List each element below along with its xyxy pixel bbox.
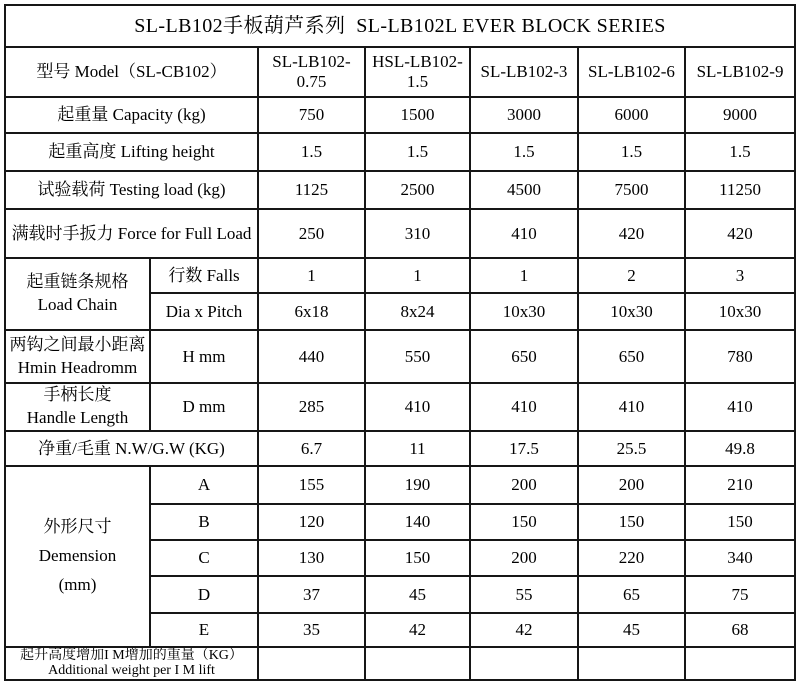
sub-label-dim-c: C: [150, 540, 258, 576]
table-row: [5, 431, 795, 466]
value-cell: 37: [258, 576, 365, 613]
column-header: SL-LB102-9: [685, 47, 795, 97]
row-label-net-gross-weight: 净重/毛重 N.W/G.W (KG): [5, 431, 258, 466]
value-cell: 8x24: [365, 293, 470, 330]
value-cell: 10x30: [470, 293, 578, 330]
value-cell: 75: [685, 576, 795, 613]
value-cell: 200: [470, 540, 578, 576]
value-cell: 150: [365, 540, 470, 576]
value-cell: 780: [685, 330, 795, 383]
table-row: [5, 5, 795, 47]
value-cell: 45: [365, 576, 470, 613]
value-cell: 25.5: [578, 431, 685, 466]
table-title: SL-LB102手板葫芦系列 SL-LB102L EVER BLOCK SERIES: [5, 5, 795, 47]
sub-label-dim-d: D: [150, 576, 258, 613]
value-cell: 210: [685, 466, 795, 504]
value-cell: 1.5: [578, 133, 685, 171]
column-header: SL-LB102-3: [470, 47, 578, 97]
value-cell: 650: [578, 330, 685, 383]
table-row: [5, 97, 795, 133]
value-cell: 35: [258, 613, 365, 647]
table-row: [5, 258, 795, 293]
row-label-handle-length-zh: 手柄长度: [43, 385, 112, 404]
row-label-headroom: [5, 330, 150, 383]
value-cell: 220: [578, 540, 685, 576]
value-cell: 200: [578, 466, 685, 504]
row-label-handle-length: [5, 383, 150, 431]
sub-label-falls: 行数 Falls: [150, 258, 258, 293]
value-cell: 250: [258, 209, 365, 258]
row-label-handle-length-en: Handle Length: [26, 407, 129, 427]
value-cell: 7500: [578, 171, 685, 209]
table-row: [5, 171, 795, 209]
row-label-lifting-height: 起重高度 Lifting height: [5, 133, 258, 171]
value-cell: 140: [365, 504, 470, 540]
value-cell-empty: [578, 647, 685, 680]
value-cell: 130: [258, 540, 365, 576]
value-cell: 10x30: [685, 293, 795, 330]
value-cell: 420: [578, 209, 685, 258]
row-label-additional-weight-zh: 起升高度增加I M增加的重量（KG）: [20, 648, 243, 664]
value-cell: 410: [365, 383, 470, 431]
value-cell: 200: [470, 466, 578, 504]
row-label-headroom-zh: 两钩之间最小距离: [9, 334, 146, 354]
value-cell: 42: [365, 613, 470, 647]
table-row: [5, 647, 795, 680]
value-cell: 11: [365, 431, 470, 466]
row-label-testing-load: 试验载荷 Testing load (kg): [5, 171, 258, 209]
row-label-full-load-force: 满载时手扳力 Force for Full Load: [5, 209, 258, 258]
value-cell: 55: [470, 576, 578, 613]
value-cell: 1.5: [258, 133, 365, 171]
table-row: [5, 330, 795, 383]
table-row: [5, 209, 795, 258]
value-cell: 285: [258, 383, 365, 431]
table-row: [5, 133, 795, 171]
value-cell: 65: [578, 576, 685, 613]
row-label-load-chain: [5, 258, 150, 330]
sub-label-dim-b: B: [150, 504, 258, 540]
value-cell: 410: [470, 383, 578, 431]
value-cell: 190: [365, 466, 470, 504]
value-cell-empty: [365, 647, 470, 680]
value-cell: 4500: [470, 171, 578, 209]
value-cell: 45: [578, 613, 685, 647]
value-cell: 420: [685, 209, 795, 258]
value-cell: 1.5: [685, 133, 795, 171]
value-cell: 2500: [365, 171, 470, 209]
sub-label-dim-a: A: [150, 466, 258, 504]
value-cell: 42: [470, 613, 578, 647]
row-label-headroom-en: Hmin Headromm: [17, 357, 138, 377]
value-cell: 1125: [258, 171, 365, 209]
value-cell: 3000: [470, 97, 578, 133]
value-cell: 155: [258, 466, 365, 504]
value-cell: 120: [258, 504, 365, 540]
row-label-dimension: [5, 466, 150, 647]
value-cell: 2: [578, 258, 685, 293]
value-cell: 1.5: [365, 133, 470, 171]
value-cell: 150: [578, 504, 685, 540]
row-label-capacity: 起重量 Capacity (kg): [5, 97, 258, 133]
table-row: [5, 466, 795, 504]
value-cell: 3: [685, 258, 795, 293]
value-cell: 410: [578, 383, 685, 431]
sub-label-h-mm: H mm: [150, 330, 258, 383]
value-cell: 1: [365, 258, 470, 293]
column-header: HSL-LB102-1.5: [365, 47, 470, 97]
value-cell: 11250: [685, 171, 795, 209]
model-label: 型号 Model（SL-CB102）: [5, 47, 258, 97]
row-label-dimension-unit: (mm): [58, 574, 97, 594]
sub-label-dim-e: E: [150, 613, 258, 647]
value-cell: 410: [685, 383, 795, 431]
value-cell: 550: [365, 330, 470, 383]
value-cell: 440: [258, 330, 365, 383]
sub-label-d-mm: D mm: [150, 383, 258, 431]
value-cell: 340: [685, 540, 795, 576]
row-label-load-chain-zh: 起重链条规格: [26, 272, 129, 292]
table-row: [5, 383, 795, 431]
value-cell: 10x30: [578, 293, 685, 330]
value-cell-empty: [258, 647, 365, 680]
value-cell-empty: [685, 647, 795, 680]
value-cell: 1.5: [470, 133, 578, 171]
value-cell: 1: [470, 258, 578, 293]
column-header: SL-LB102-0.75: [258, 47, 365, 97]
value-cell: 49.8: [685, 431, 795, 466]
row-label-additional-weight: [5, 647, 258, 680]
row-label-load-chain-en: Load Chain: [37, 295, 118, 314]
value-cell: 6x18: [258, 293, 365, 330]
value-cell: 68: [685, 613, 795, 647]
table-row: [5, 47, 795, 97]
value-cell: 17.5: [470, 431, 578, 466]
value-cell-empty: [470, 647, 578, 680]
value-cell: 1500: [365, 97, 470, 133]
spec-table: [4, 4, 796, 681]
value-cell: 6000: [578, 97, 685, 133]
value-cell: 150: [470, 504, 578, 540]
column-header: SL-LB102-6: [578, 47, 685, 97]
value-cell: 1: [258, 258, 365, 293]
value-cell: 6.7: [258, 431, 365, 466]
value-cell: 750: [258, 97, 365, 133]
value-cell: 9000: [685, 97, 795, 133]
sub-label-dia-pitch: Dia x Pitch: [150, 293, 258, 330]
value-cell: 650: [470, 330, 578, 383]
row-label-dimension-zh: 外形尺寸: [43, 517, 112, 537]
value-cell: 410: [470, 209, 578, 258]
value-cell: 310: [365, 209, 470, 258]
row-label-dimension-en: Demension: [38, 545, 117, 565]
row-label-additional-weight-en: Additional weight per I M lift: [48, 663, 215, 679]
value-cell: 150: [685, 504, 795, 540]
